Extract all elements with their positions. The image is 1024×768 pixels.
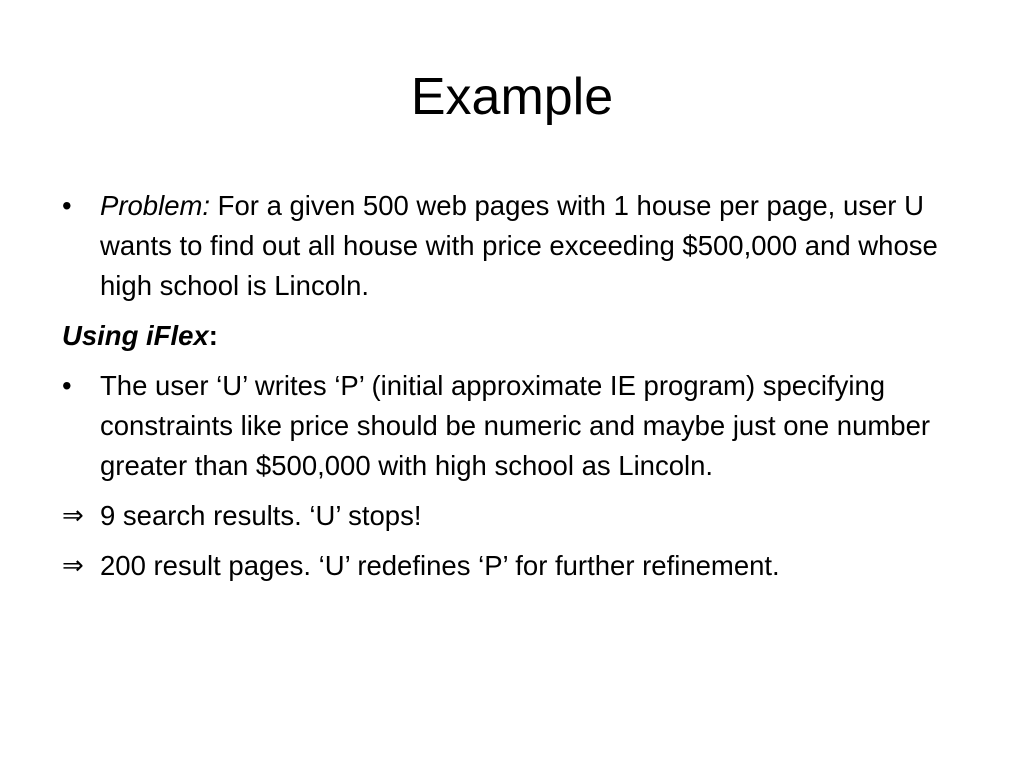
bullet-user-writes <box>62 366 972 486</box>
problem-text: For a given 500 web pages with 1 house per page, user U wants to find out all house with price exceeding $500,000 and whose high school is Lincoln. <box>100 190 938 301</box>
using-iflex-colon: : <box>208 320 218 351</box>
arrow-item-result-pages <box>62 546 972 586</box>
result-pages-text: 200 result pages. ‘U’ redefines ‘P’ for further refinement. <box>100 550 780 581</box>
slide-title: Example <box>410 68 614 126</box>
slide-body <box>62 186 972 596</box>
arrow-item-search-results <box>62 496 972 536</box>
bullet-icon: • <box>62 190 72 221</box>
problem-label: Problem: <box>100 190 211 221</box>
using-iflex-heading <box>62 316 972 356</box>
bullet-icon: • <box>62 370 72 401</box>
using-iflex-label: Using iFlex <box>62 320 209 351</box>
implies-arrow-icon: ⇒ <box>62 501 84 531</box>
bullet-problem <box>62 186 972 306</box>
user-writes-text: The user ‘U’ writes ‘P’ (initial approximate IE program) specifying constraints like price should be numeric and maybe just one number greater than $500,000 with high school as Lincoln. <box>100 370 931 481</box>
search-results-text: 9 search results. ‘U’ stops! <box>100 500 422 531</box>
implies-arrow-icon: ⇒ <box>62 551 84 581</box>
